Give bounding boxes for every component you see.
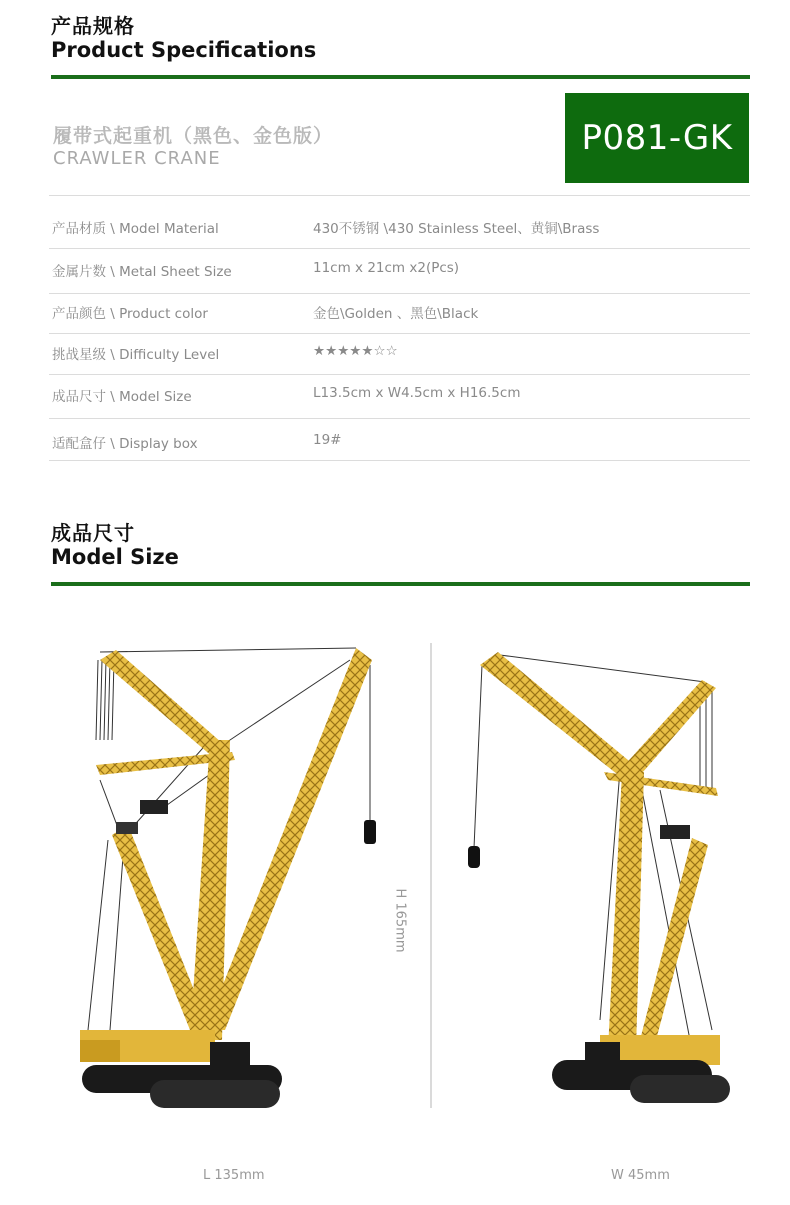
specs-title-en: Product Specifications — [51, 38, 317, 62]
spec-value: L13.5cm x W4.5cm x H16.5cm — [313, 385, 521, 401]
product-name-en: CRAWLER CRANE — [53, 148, 221, 169]
spec-row — [49, 294, 750, 334]
product-name-cn: 履带式起重机（黑色、金色版） — [53, 125, 334, 147]
spec-table — [49, 195, 750, 461]
crane-model-images — [0, 620, 790, 1140]
specs-title-cn: 产品规格 — [51, 14, 135, 38]
size-title-cn: 成品尺寸 — [51, 521, 135, 545]
spec-value: ★★★★★☆☆ — [313, 343, 398, 359]
spec-label: 金属片数 \ Metal Sheet Size — [52, 264, 232, 280]
spec-row — [49, 334, 750, 375]
spec-row — [49, 375, 750, 419]
crane-side-view — [80, 648, 376, 1108]
spec-label: 产品颜色 \ Product color — [52, 306, 208, 322]
height-label: H 165mm — [392, 888, 408, 953]
spec-label: 成品尺寸 \ Model Size — [52, 389, 192, 405]
spec-value: 金色\Golden 、黑色\Black — [313, 306, 479, 322]
product-code-badge — [565, 93, 749, 183]
spec-value: 19# — [313, 432, 342, 448]
length-label: L 135mm — [203, 1168, 265, 1183]
spec-row — [49, 419, 750, 461]
spec-label: 产品材质 \ Model Material — [52, 221, 219, 237]
size-title-en: Model Size — [51, 545, 179, 569]
spec-label: 适配盒仔 \ Display box — [52, 436, 198, 452]
product-code: P081-GK — [581, 118, 733, 158]
width-label: W 45mm — [611, 1168, 670, 1183]
spec-label: 挑战星级 \ Difficulty Level — [52, 347, 220, 363]
crane-front-view — [468, 652, 730, 1103]
size-divider — [51, 582, 750, 586]
specs-divider — [51, 75, 750, 79]
spec-value: 430不锈钢 \430 Stainless Steel、黄铜\Brass — [313, 221, 600, 237]
spec-row — [49, 249, 750, 294]
spec-row — [49, 196, 750, 249]
spec-value: 11cm x 21cm x2(Pcs) — [313, 260, 460, 276]
